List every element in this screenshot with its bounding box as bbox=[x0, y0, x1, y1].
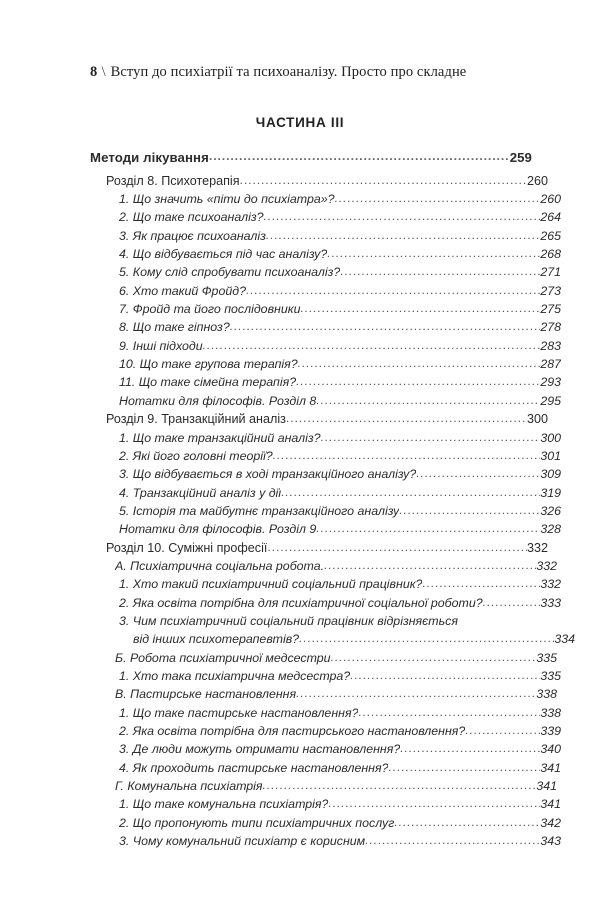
toc-item-entry[interactable] bbox=[90, 355, 561, 373]
toc-leader-dots bbox=[230, 318, 541, 336]
toc-chapter-entry[interactable] bbox=[90, 172, 548, 190]
toc-leader-dots bbox=[299, 630, 554, 648]
toc-leader-dots bbox=[388, 759, 540, 777]
toc-leader-dots bbox=[324, 557, 536, 575]
toc-leader-dots bbox=[316, 392, 540, 410]
toc-page-number: 265 bbox=[540, 228, 561, 243]
toc-item-entry[interactable] bbox=[90, 740, 561, 758]
toc-page-number: 301 bbox=[540, 448, 561, 463]
toc-page-number: 259 bbox=[509, 150, 532, 165]
toc-leader-dots bbox=[465, 722, 540, 740]
toc-entry-label: Розділ 8. Психотерапія bbox=[106, 173, 240, 188]
toc-entry-label: Г. Комунальна психіатрія bbox=[115, 779, 263, 794]
toc-leader-dots bbox=[458, 612, 561, 630]
toc-entry-label: 1. Хто такий психіатричний соціальний працівник? bbox=[119, 577, 423, 592]
toc-page-number: 341 bbox=[540, 797, 561, 812]
toc-page-number: 283 bbox=[540, 338, 561, 353]
toc-entry-label: А. Психіатрична соціальна робота. bbox=[115, 558, 325, 573]
toc-page-number: 335 bbox=[540, 668, 561, 683]
toc-entry-label: 2. Що пропонують типи психіатричних послуг bbox=[119, 815, 395, 830]
toc-item-entry[interactable] bbox=[90, 263, 561, 281]
toc-leader-dots bbox=[416, 465, 540, 483]
toc-page-number: 264 bbox=[540, 210, 561, 225]
toc-item-entry[interactable] bbox=[90, 704, 561, 722]
toc-item-entry[interactable] bbox=[90, 208, 561, 226]
toc-item-entry[interactable] bbox=[90, 429, 561, 447]
toc-leader-dots bbox=[286, 410, 527, 428]
toc-leader-dots bbox=[365, 832, 540, 850]
toc-page-number: 278 bbox=[540, 320, 561, 335]
toc-page-number: 332 bbox=[526, 540, 548, 555]
toc-item-entry[interactable] bbox=[90, 759, 561, 777]
toc-page-number: 326 bbox=[540, 503, 561, 518]
toc-leader-dots bbox=[328, 795, 540, 813]
toc-page-number: 339 bbox=[540, 724, 561, 738]
toc-section-entry[interactable] bbox=[90, 685, 557, 703]
toc-page-number: 341 bbox=[536, 779, 557, 794]
toc-leader-dots bbox=[273, 447, 541, 465]
toc-leader-dots bbox=[267, 539, 527, 557]
toc-item-entry[interactable] bbox=[90, 832, 561, 850]
toc-item-entry[interactable] bbox=[90, 575, 561, 593]
toc-leader-dots bbox=[203, 337, 541, 355]
toc-entry-label: Б. Робота психіатричної медсестри bbox=[115, 650, 331, 665]
toc-leader-dots bbox=[422, 575, 540, 593]
toc-item-entry[interactable] bbox=[90, 484, 561, 502]
toc-leader-dots bbox=[246, 282, 540, 300]
toc-leader-dots bbox=[266, 227, 540, 245]
toc-item-entry[interactable] bbox=[90, 814, 561, 832]
toc-leader-dots bbox=[209, 148, 510, 168]
header-book-title: Вступ до психіатрії та психоаналізу. Просто про складне bbox=[110, 64, 467, 80]
toc-chapter-entry[interactable] bbox=[90, 410, 548, 428]
toc-page-number: 342 bbox=[540, 815, 561, 830]
toc-page-number: 343 bbox=[540, 834, 561, 849]
toc-leader-dots bbox=[301, 300, 541, 318]
page-folio: 8 bbox=[90, 64, 98, 80]
toc-page-number: 287 bbox=[540, 357, 561, 372]
toc-leader-dots bbox=[281, 484, 540, 502]
toc-item-entry[interactable] bbox=[90, 190, 561, 208]
toc-entry-label: Розділ 10. Суміжні професії bbox=[106, 540, 268, 555]
toc-item-entry[interactable] bbox=[90, 245, 561, 263]
toc-entry-label: 4. Що відбувається під час аналізу? bbox=[119, 247, 328, 262]
toc-page-number: 338 bbox=[536, 687, 557, 702]
toc-entry-label: 2. Які його головні теорії? bbox=[119, 448, 273, 463]
toc-leader-dots bbox=[327, 245, 540, 263]
toc-page-number: 300 bbox=[540, 430, 561, 445]
toc-note-entry[interactable] bbox=[90, 392, 561, 410]
toc-leader-dots bbox=[298, 355, 541, 373]
toc-page-number: 275 bbox=[540, 302, 561, 317]
toc-entry-label: В. Пастирське настановлення bbox=[115, 687, 297, 702]
toc-entry-label: 10. Що таке групова терапія? bbox=[119, 357, 298, 372]
toc-entry-label: 6. Хто такий Фройд? bbox=[119, 283, 246, 298]
toc-item-entry[interactable] bbox=[90, 502, 561, 520]
toc-leader-dots bbox=[331, 649, 537, 667]
toc-page-number: 334 bbox=[554, 632, 575, 647]
toc-page-number: 340 bbox=[540, 742, 561, 757]
toc-entry-label: 8. Що таке гіпноз? bbox=[119, 320, 230, 335]
toc-section-entry[interactable] bbox=[90, 777, 557, 795]
toc-leader-dots bbox=[483, 594, 541, 612]
toc-entry-label: 3. Де люди можуть отримати настановлення? bbox=[119, 742, 401, 757]
toc-entry-label: 4. Як проходить пастирське настановлення? bbox=[119, 760, 389, 775]
toc-item-entry[interactable] bbox=[90, 300, 561, 318]
toc-entry-label: Нотатки для філософів. Розділ 8 bbox=[119, 393, 317, 408]
toc-entry-label: 2. Яка освіта потрібна для пастирського настановлення? bbox=[119, 724, 466, 738]
toc-item-entry[interactable] bbox=[90, 667, 561, 685]
toc-entry-label: 5. Історія та майбутнє транзакційного аналізу bbox=[119, 503, 400, 518]
toc-entry-label: 2. Яка освіта потрібна для психіатричної соціальної роботи? bbox=[119, 595, 483, 610]
toc-leader-dots bbox=[350, 667, 540, 685]
toc-leader-dots bbox=[340, 263, 540, 281]
toc-section-entry[interactable] bbox=[90, 649, 557, 667]
toc-section-entry[interactable] bbox=[90, 557, 557, 575]
toc-note-entry[interactable] bbox=[90, 520, 561, 538]
toc-page-number: 332 bbox=[536, 558, 557, 573]
toc-page-number: 293 bbox=[540, 375, 561, 390]
toc-item-entry[interactable] bbox=[90, 447, 561, 465]
toc-entry-label: 1. Що значить «піти до психіатра»? bbox=[119, 192, 335, 207]
toc-leader-dots bbox=[296, 373, 540, 391]
toc-item-entry[interactable] bbox=[90, 594, 561, 612]
toc-entry-label: від інших психотерапевтів? bbox=[133, 632, 300, 647]
toc-item-entry[interactable] bbox=[90, 318, 561, 336]
toc-page-number: 268 bbox=[540, 247, 561, 262]
toc-leader-dots bbox=[321, 429, 541, 447]
table-of-contents bbox=[90, 148, 575, 850]
toc-page-number: 273 bbox=[540, 283, 561, 298]
toc-page-number: 335 bbox=[536, 650, 557, 665]
toc-page-number: 333 bbox=[540, 595, 561, 610]
toc-entry-label: 11. Що таке сімейна терапія? bbox=[119, 375, 297, 390]
toc-page-number: 260 bbox=[526, 173, 548, 188]
toc-item-entry[interactable] bbox=[90, 722, 561, 740]
toc-leader-dots bbox=[399, 502, 540, 520]
toc-entry-label: 1. Що таке транзакційний аналіз? bbox=[119, 430, 321, 445]
toc-page-number: 271 bbox=[540, 265, 561, 280]
toc-entry-label: 2. Що таке психоаналіз? bbox=[119, 210, 264, 225]
toc-page-number: 338 bbox=[540, 705, 561, 720]
toc-page-number: 332 bbox=[540, 577, 561, 592]
toc-leader-dots bbox=[400, 740, 540, 758]
toc-entry-label: 1. Хто така психіатрична медсестра? bbox=[119, 668, 351, 683]
toc-entry-label: 4. Транзакційний аналіз у дії bbox=[119, 485, 282, 500]
toc-item-entry[interactable] bbox=[90, 373, 561, 391]
toc-leader-dots bbox=[240, 172, 527, 190]
toc-item-entry-continuation[interactable] bbox=[90, 630, 575, 648]
toc-item-entry[interactable] bbox=[90, 337, 561, 355]
toc-entry-label: 3. Як працює психоаналіз bbox=[119, 228, 266, 243]
toc-item-entry[interactable] bbox=[90, 282, 561, 300]
toc-item-entry[interactable] bbox=[90, 612, 561, 630]
toc-page-number: 295 bbox=[540, 393, 561, 408]
toc-entry-label: 7. Фройд та його послідовники bbox=[119, 302, 301, 317]
toc-leader-dots bbox=[316, 520, 540, 538]
toc-item-entry[interactable] bbox=[90, 227, 561, 245]
toc-item-entry[interactable] bbox=[90, 795, 561, 813]
toc-entry-label: Методи лікування bbox=[90, 150, 209, 165]
header-separator: \ bbox=[101, 64, 106, 80]
toc-entry-label: Нотатки для філософів. Розділ 9 bbox=[119, 522, 317, 537]
toc-entry-label: 9. Інші підходи bbox=[119, 338, 203, 353]
toc-page-number: 341 bbox=[540, 760, 561, 775]
toc-item-entry[interactable] bbox=[90, 465, 561, 483]
toc-page-number: 328 bbox=[540, 522, 561, 537]
toc-leader-dots bbox=[358, 704, 540, 722]
toc-leader-dots bbox=[264, 208, 541, 226]
toc-entry-label: 3. Що відбувається в ході транзакційного аналізу? bbox=[119, 467, 417, 482]
toc-entry-label: 1. Що таке комунальна психіатрія? bbox=[119, 797, 329, 812]
toc-page-number: 260 bbox=[540, 192, 561, 207]
toc-leader-dots bbox=[296, 685, 536, 703]
part-heading: ЧАСТИНА III bbox=[255, 115, 345, 130]
toc-chapter-entry[interactable] bbox=[90, 539, 548, 557]
toc-leader-dots bbox=[263, 777, 537, 795]
toc-entry-label: 5. Кому слід спробувати психоаналіз? bbox=[119, 265, 341, 280]
toc-entry-label: 1. Що таке пастирське настановлення? bbox=[119, 705, 359, 720]
toc-entry-label: Розділ 9. Транзакційний аналіз bbox=[106, 412, 286, 427]
toc-page-number: 319 bbox=[540, 485, 561, 500]
toc-entry-label: 3. Чому комунальний психіатр є корисним bbox=[119, 834, 366, 849]
toc-page-number: 309 bbox=[540, 467, 561, 482]
toc-page-number: 300 bbox=[526, 412, 548, 427]
toc-entry-label: 3. Чим психіатричний соціальний працівник відрізняється bbox=[119, 613, 458, 628]
toc-leader-dots bbox=[394, 814, 540, 832]
running-header bbox=[90, 63, 530, 81]
toc-leader-dots bbox=[335, 190, 541, 208]
toc-part-title[interactable] bbox=[90, 148, 532, 168]
